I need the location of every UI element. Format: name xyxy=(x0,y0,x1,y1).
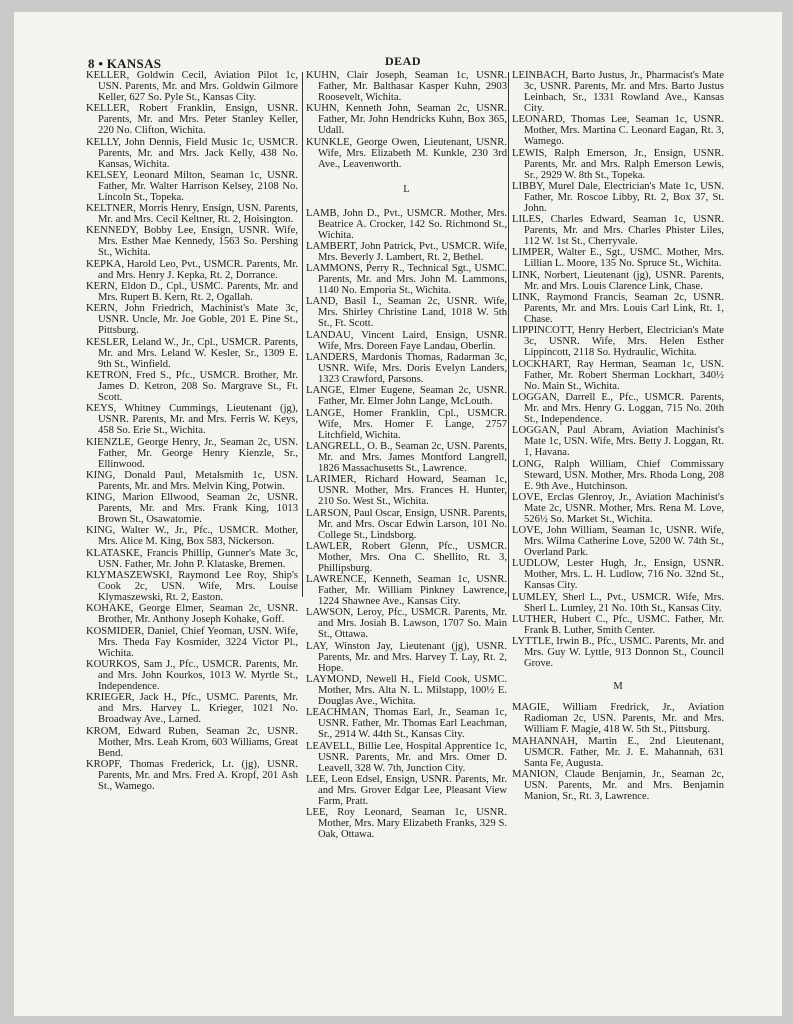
casualty-entry: LINK, Raymond Francis, Seaman 2c, USNR. Parents, Mr. and Mrs. Louis Carl Link, Rt. 1, Chase. xyxy=(512,292,724,326)
casualty-entry: KEYS, Whitney Cummings, Lieutenant (jg), USNR. Parents, Mr. and Mrs. Ferris W. Keys, 458 So. Erie St., Wichita. xyxy=(86,403,298,437)
casualty-entry: LANGE, Elmer Eugene, Seaman 2c, USNR. Father, Mr. Elmer John Lange, McLouth. xyxy=(306,385,507,408)
casualty-entry: LEINBACH, Barto Justus, Jr., Pharmacist's Mate 3c, USNR. Parents, Mr. and Mrs. Barto Justus Leinbach, Sr., 1331 Rowland Ave., Kansas City. xyxy=(512,70,724,114)
casualty-entry: LAMB, John D., Pvt., USMCR. Mother, Mrs. Beatrice A. Crocker, 142 So. Richmond St., Wichita. xyxy=(306,207,507,241)
casualty-entry: LOGGAN, Darrell E., Pfc., USMCR. Parents, Mr. and Mrs. Henry G. Loggan, 715 No. 20th St., Independence. xyxy=(512,391,724,425)
casualty-entry: LOVE, John William, Seaman 1c, USNR. Wife, Mrs. Wilma Catherine Love, 5200 W. 74th St., Overland Park. xyxy=(512,525,724,559)
casualty-entry: KLYMASZEWSKI, Raymond Lee Roy, Ship's Cook 2c, USN. Wife, Mrs. Louise Klymaszewski, Rt. 2, Easton. xyxy=(86,570,298,604)
casualty-entry: LAY, Winston Jay, Lieutenant (jg), USNR. Parents, Mr. and Mrs. Harvey T. Lay, Rt. 2, Hope. xyxy=(306,640,507,674)
casualty-entry: LAWRENCE, Kenneth, Seaman 1c, USNR. Father, Mr. William Pinkney Lawrence, 1224 Shawnee Ave., Kansas City. xyxy=(306,574,507,608)
casualty-entry: MAHANNAH, Martin E., 2nd Lieutenant, USMCR. Father, Mr. J. E. Mahannah, 631 Santa Fe, Augusta. xyxy=(512,735,724,769)
casualty-entry: LARIMER, Richard Howard, Seaman 1c, USNR. Mother, Mrs. Frances H. Hunter, 210 So. West St., Wichita. xyxy=(306,474,507,508)
casualty-entry: KETRON, Fred S., Pfc., USMCR. Brother, Mr. James D. Ketron, 208 So. Margrave St., Ft. Scott. xyxy=(86,369,298,403)
casualty-entry: LINK, Norbert, Lieutenant (jg), USNR. Parents, Mr. and Mrs. Louis Clarence Link, Chase. xyxy=(512,269,724,292)
casualty-entry: LANDERS, Mardonis Thomas, Radarman 3c, USNR. Wife, Mrs. Doris Evelyn Landers, 1323 Crawford, Parsons. xyxy=(306,352,507,386)
casualty-entry: KING, Donald Paul, Metalsmith 1c, USN. Parents, Mr. and Mrs. Melvin King, Potwin. xyxy=(86,469,298,492)
casualty-entry: KOHAKE, George Elmer, Seaman 2c, USNR. Brother, Mr. Anthony Joseph Kohake, Goff. xyxy=(86,603,298,626)
casualty-entry: KROM, Edward Ruben, Seaman 2c, USNR. Mother, Mrs. Leah Krom, 603 Williams, Great Bend. xyxy=(86,725,298,759)
casualty-entry: LOCKHART, Ray Herman, Seaman 1c, USN. Father, Mr. Robert Sherman Lockhart, 340½ No. Main St., Wichita. xyxy=(512,358,724,392)
casualty-entry: KUHN, Clair Joseph, Seaman 1c, USNR. Father, Mr. Balthasar Kasper Kuhn, 2903 Roosevelt, Wichita. xyxy=(306,70,507,103)
casualty-entry: LILES, Charles Edward, Seaman 1c, USNR. Parents, Mr. and Mrs. Charles Phister Liles, 112 W. 1st St., Cherryvale. xyxy=(512,214,724,248)
casualty-entry: LEWIS, Ralph Emerson, Jr., Ensign, USNR. Parents, Mr. and Mrs. Ralph Emerson Lewis, Sr., 2929 W. 8th St., Topeka. xyxy=(512,147,724,181)
casualty-entry: KRIEGER, Jack H., Pfc., USMC. Parents, Mr. and Mrs. Harvey L. Krieger, 1021 No. Broadway Ave., Larned. xyxy=(86,692,298,726)
casualty-entry: LONG, Ralph William, Chief Commissary Steward, USN. Mother, Mrs. Rhoda Long, 208 E. 9th Ave., Hutchinson. xyxy=(512,458,724,492)
casualty-entry: LOVE, Erclas Glenroy, Jr., Aviation Machinist's Mate 2c, USNR. Mother, Mrs. Rena M. Love, 526½ So. Market St., Wichita. xyxy=(512,491,724,525)
casualty-entry: LAMBERT, John Patrick, Pvt., USMCR. Wife, Mrs. Beverly J. Lambert, Rt. 2, Bethel. xyxy=(306,240,507,263)
casualty-entry: KESLER, Leland W., Jr., Cpl., USMCR. Parents, Mr. and Mrs. Leland W. Kesler, Sr., 1309 E. 9th St., Winfield. xyxy=(86,336,298,370)
section-title: DEAD xyxy=(385,54,422,68)
column-divider-1 xyxy=(302,72,303,597)
casualty-entry: LOGGAN, Paul Abram, Aviation Machinist's Mate 1c, USN. Wife, Mrs. Betty J. Loggan, Rt. 1, Havana. xyxy=(512,425,724,459)
casualty-entry: LAWLER, Robert Glenn, Pfc., USMCR. Mother, Mrs. Ona C. Shellito, Rt. 3, Phillipsburg. xyxy=(306,540,507,574)
casualty-entry: LARSON, Paul Oscar, Ensign, USNR. Parents, Mr. and Mrs. Oscar Edwin Larson, 101 No. College St., Lindsborg. xyxy=(306,507,507,541)
casualty-entry: LUTHER, Hubert C., Pfc., USMC. Father, Mr. Frank B. Luther, Smith Center. xyxy=(512,614,724,637)
casualty-entry: KERN, John Friedrich, Machinist's Mate 3c, USNR. Uncle, Mr. Joe Goble, 201 E. Pine St., Pittsburg. xyxy=(86,303,298,337)
casualty-entry: MAGIE, William Fredrick, Jr., Aviation Radioman 2c, USN. Parents, Mr. and Mrs. William F. Magie, 418 W. 5th St., Pittsburg. xyxy=(512,702,724,736)
casualty-entry: LIPPINCOTT, Henry Herbert, Electrician's Mate 3c, USNR. Wife, Mrs. Helen Esther Lippincott, 2118 So. Hydraulic, Wichita. xyxy=(512,325,724,359)
casualty-entry: LEACHMAN, Thomas Earl, Jr., Seaman 1c, USNR. Father, Mr. Thomas Earl Leachman, Sr., 2914 W. 44th St., Kansas City. xyxy=(306,707,507,741)
casualty-entry: KENNEDY, Bobby Lee, Ensign, USNR. Wife, Mrs. Esther Mae Kennedy, 1563 So. Pershing St., Wichita. xyxy=(86,225,298,259)
casualty-entry: KOURKOS, Sam J., Pfc., USMCR. Parents, Mr. and Mrs. John Kourkos, 1013 W. Myrtle St., Independence. xyxy=(86,658,298,692)
casualty-entry: MANION, Claude Benjamin, Jr., Seaman 2c, USN. Parents, Mr. and Mrs. Benjamin Manion, Sr., Rt. 3, Lawrence. xyxy=(512,768,724,802)
section-letter: M xyxy=(613,681,623,693)
casualty-entry: LAWSON, Leroy, Pfc., USMCR. Parents, Mr. and Mrs. Josiah B. Lawson, 1707 So. Main St., Ottawa. xyxy=(306,607,507,641)
casualty-entry: KUHN, Kenneth John, Seaman 2c, USNR. Father, Mr. John Hendricks Kuhn, Box 365, Udall. xyxy=(306,103,507,137)
casualty-entry: KUNKLE, George Owen, Lieutenant, USNR. Wife, Mrs. Elizabeth M. Kunkle, 230 3rd Ave., Leavenworth. xyxy=(306,136,507,170)
column-divider-2 xyxy=(508,72,509,597)
casualty-entry: KELSEY, Leonard Milton, Seaman 1c, USNR. Father, Mr. Walter Harrison Kelsey, 2108 No. Lincoln St., Topeka. xyxy=(86,169,298,203)
casualty-entry: LEAVELL, Billie Lee, Hospital Apprentice 1c, USNR. Parents, Mr. and Mrs. Omer D. Leavell, 328 W. 7th, Junction City. xyxy=(306,740,507,774)
column-2 xyxy=(306,70,507,841)
casualty-entry: KIENZLE, George Henry, Jr., Seaman 2c, USN. Father, Mr. George Henry Kienzle, Sr., Ellinwood. xyxy=(86,436,298,470)
casualty-entry: LIMPER, Walter E., Sgt., USMC. Mother, Mrs. Lillian L. Moore, 135 No. Spruce St., Wichita. xyxy=(512,247,724,270)
casualty-entry: KING, Walter W., Jr., Pfc., USMCR. Mother, Mrs. Alice M. King, Box 583, Nickerson. xyxy=(86,525,298,548)
casualty-entry: KELLY, John Dennis, Field Music 1c, USMCR. Parents, Mr. and Mrs. Jack Kelly, 438 No. Kansas, Wichita. xyxy=(86,136,298,170)
column-1 xyxy=(86,70,298,792)
section-letter: L xyxy=(403,183,410,195)
casualty-entry: LANGE, Homer Franklin, Cpl., USMCR. Wife, Mrs. Homer F. Lange, 2757 Litchfield, Wichita. xyxy=(306,407,507,441)
column-3 xyxy=(512,70,724,802)
casualty-entry: LAND, Basil I., Seaman 2c, USNR. Wife, Mrs. Shirley Christine Land, 1018 W. 5th St., Ft. Scott. xyxy=(306,296,507,330)
casualty-entry: LEE, Leon Edsel, Ensign, USNR. Parents, Mr. and Mrs. Grover Edgar Lee, Pleasant View Farm, Pratt. xyxy=(306,773,507,807)
page-number-state-header: 8 • KANSAS xyxy=(88,56,162,71)
casualty-entry: LUMLEY, Sherl L., Pvt., USMCR. Wife, Mrs. Sherl L. Lumley, 21 No. 10th St., Kansas City. xyxy=(512,591,724,614)
casualty-entry: LANDAU, Vincent Laird, Ensign, USNR. Wife, Mrs. Doreen Faye Landau, Oberlin. xyxy=(306,329,507,352)
casualty-entry: KROPF, Thomas Frederick, Lt. (jg), USNR. Parents, Mr. and Mrs. Fred A. Kropf, 201 Ash St., Wamego. xyxy=(86,758,298,792)
casualty-entry: KELLER, Goldwin Cecil, Aviation Pilot 1c, USN. Parents, Mr. and Mrs. Goldwin Gilmore Keller, 627 So. Pyle St., Kansas City. xyxy=(86,70,298,103)
casualty-entry: KELLER, Robert Franklin, Ensign, USNR. Parents, Mr. and Mrs. Peter Stanley Keller, 220 No. Clifton, Wichita. xyxy=(86,103,298,137)
casualty-entry: LAMMONS, Perry R., Technical Sgt., USMC. Parents, Mr. and Mrs. John M. Lammons, 1140 No. Emporia St., Wichita. xyxy=(306,263,507,297)
casualty-entry: LANGRELL, O. B., Seaman 2c, USN. Parents, Mr. and Mrs. James Montford Langrell, 1826 Massachusetts St., Lawrence. xyxy=(306,440,507,474)
casualty-entry: LAYMOND, Newell H., Field Cook, USMC. Mother, Mrs. Alta N. L. Milstapp, 100½ E. Douglas Ave., Wichita. xyxy=(306,674,507,708)
casualty-entry: KERN, Eldon D., Cpl., USMC. Parents, Mr. and Mrs. Rupert B. Kern, Rt. 2, Ogallah. xyxy=(86,281,298,304)
casualty-entry: LEE, Roy Leonard, Seaman 1c, USNR. Mother, Mrs. Mary Elizabeth Franks, 329 S. Oak, Ottawa. xyxy=(306,807,507,841)
casualty-entry: KLATASKE, Francis Phillip, Gunner's Mate 3c, USN. Father, Mr. John P. Klataske, Bremen. xyxy=(86,547,298,570)
casualty-entry: KOSMIDER, Daniel, Chief Yeoman, USN. Wife, Mrs. Theda Fay Kosmider, 3224 Victor Pl., Wichita. xyxy=(86,625,298,659)
casualty-entry: LIBBY, Murel Dale, Electrician's Mate 1c, USN. Father, Mr. Roscoe Libby, Rt. 2, Box 37, St. John. xyxy=(512,180,724,214)
casualty-entry: KELTNER, Morris Henry, Ensign, USN. Parents, Mr. and Mrs. Cecil Keltner, Rt. 2, Hoisington. xyxy=(86,203,298,226)
casualty-entry: KING, Marion Ellwood, Seaman 2c, USNR. Parents, Mr. and Mrs. Frank King, 1013 Brown St., Osawatomie. xyxy=(86,492,298,526)
casualty-entry: KEPKA, Harold Leo, Pvt., USMCR. Parents, Mr. and Mrs. Henry J. Kepka, Rt. 2, Dorrance. xyxy=(86,258,298,281)
casualty-entry: LEONARD, Thomas Lee, Seaman 1c, USNR. Mother, Mrs. Martina C. Leonard Eagan, Rt. 3, Wamego. xyxy=(512,114,724,148)
casualty-entry: LYTTLE, Irwin B., Pfc., USMC. Parents, Mr. and Mrs. Guy W. Lyttle, 913 Donnon St., Council Grove. xyxy=(512,636,724,670)
casualty-entry: LUDLOW, Lester Hugh, Jr., Ensign, USNR. Mother, Mrs. L. H. Ludlow, 716 No. 32nd St., Kansas City. xyxy=(512,558,724,592)
